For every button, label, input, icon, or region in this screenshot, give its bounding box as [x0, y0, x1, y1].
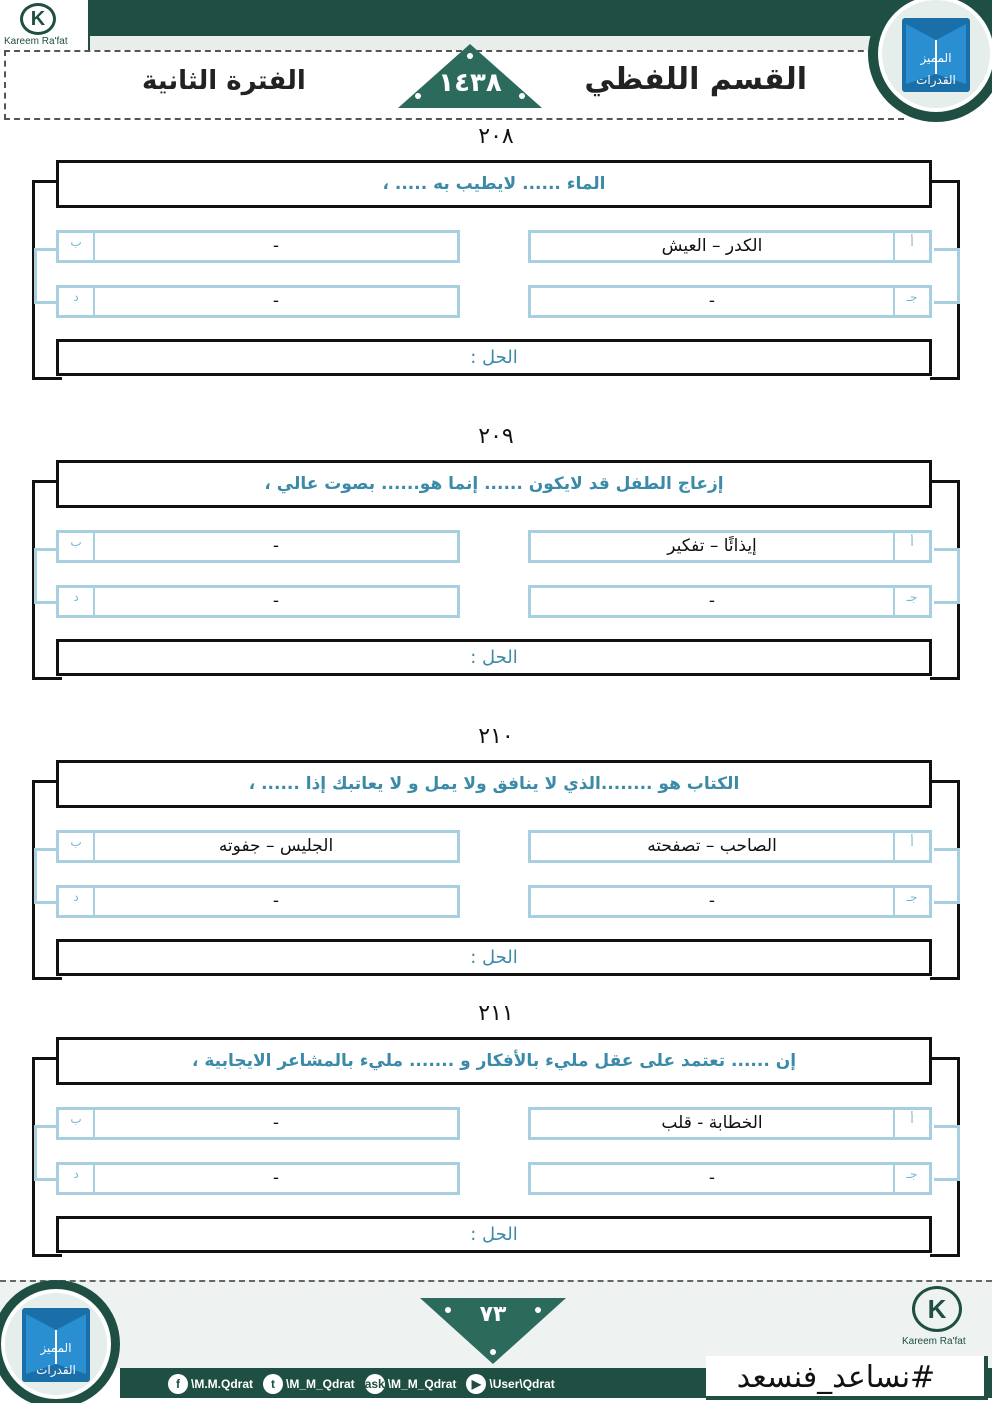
- option-text: -: [708, 291, 716, 311]
- social-link[interactable]: [263, 1374, 355, 1394]
- option-letter: د: [59, 586, 95, 616]
- svg-text:القدرات: القدرات: [916, 73, 956, 87]
- social-handle: \M.M.Qdrat: [191, 1377, 253, 1391]
- option-letter: جـ: [893, 586, 929, 616]
- footer-emblem-book-icon: [0, 1276, 136, 1403]
- option-letter: أ: [893, 831, 929, 861]
- option-text: الكدر – العيش: [661, 236, 763, 256]
- footer-brand-name: Kareem Ra'fat: [902, 1336, 966, 1347]
- option-a[interactable]: [528, 530, 932, 563]
- option-letter: جـ: [893, 886, 929, 916]
- brand-name: Kareem Ra'fat: [4, 36, 68, 47]
- option-d[interactable]: [56, 285, 460, 318]
- option-letter: أ: [893, 531, 929, 561]
- option-letter: ب: [59, 1108, 95, 1138]
- option-b[interactable]: [56, 830, 460, 863]
- option-letter: د: [59, 1163, 95, 1193]
- social-links: [168, 1374, 555, 1394]
- option-letter: ب: [59, 831, 95, 861]
- footer-brand-logo-icon: K: [912, 1286, 962, 1332]
- option-text: الخطابة - قلب: [661, 1113, 763, 1133]
- option-letter: ب: [59, 531, 95, 561]
- social-handle: \M_M_Qdrat: [286, 1377, 355, 1391]
- header-band: [0, 0, 992, 36]
- option-d[interactable]: [56, 885, 460, 918]
- option-text: -: [272, 891, 280, 911]
- question-number: ٢٠٩: [478, 424, 514, 449]
- option-text: -: [272, 1113, 280, 1133]
- option-text: -: [272, 536, 280, 556]
- facebook-icon: f: [168, 1374, 188, 1394]
- option-text: الصاحب – تصفحته: [647, 836, 777, 856]
- option-b[interactable]: [56, 230, 460, 263]
- option-text: الجليس – جفوته: [218, 836, 334, 856]
- social-link[interactable]: [365, 1374, 457, 1394]
- twitter-icon: t: [263, 1374, 283, 1394]
- options-bracket-right: [934, 848, 960, 904]
- hashtag: #نساعد_فنسعد: [736, 1360, 936, 1395]
- option-b[interactable]: [56, 530, 460, 563]
- svg-text:المميز: المميز: [920, 51, 952, 65]
- option-letter: ب: [59, 231, 95, 261]
- question-number: ٢١٠: [478, 724, 514, 749]
- page-header: [0, 0, 992, 125]
- solution-box[interactable]: الحل :: [56, 939, 932, 976]
- brand-logo-icon: K: [20, 3, 56, 35]
- option-a[interactable]: [528, 230, 932, 263]
- youtube-icon: ▶: [466, 1374, 486, 1394]
- section-title: القسم اللفظي: [584, 62, 807, 97]
- option-text: إيذائًا – تفكير: [667, 536, 757, 556]
- option-letter: د: [59, 286, 95, 316]
- page-number: ٧٣: [479, 1302, 507, 1327]
- solution-box[interactable]: الحل :: [56, 639, 932, 676]
- social-link[interactable]: [466, 1374, 554, 1394]
- social-handle: \M_M_Qdrat: [387, 1377, 457, 1391]
- option-d[interactable]: [56, 1162, 460, 1195]
- option-text: -: [708, 891, 716, 911]
- option-a[interactable]: [528, 1107, 932, 1140]
- option-b[interactable]: [56, 1107, 460, 1140]
- option-text: -: [272, 591, 280, 611]
- option-text: -: [272, 236, 280, 256]
- question-stem: إن ...... تعتمد على عقل مليء بالأفكار و ....... مليء بالمشاعر الايجابية ،: [56, 1037, 932, 1085]
- social-handle: \User\Qdrat: [489, 1377, 555, 1391]
- emblem-book-icon: [866, 0, 992, 124]
- option-text: -: [272, 1168, 280, 1188]
- brand-box: [0, 0, 90, 50]
- option-letter: جـ: [893, 286, 929, 316]
- question-number: ٢٠٨: [478, 124, 514, 149]
- solution-box[interactable]: الحل :: [56, 339, 932, 376]
- question-stem: الكتاب هو ........الذي لا ينافق ولا يمل و لا يعاتبك إذا ...... ،: [56, 760, 932, 808]
- option-c[interactable]: [528, 885, 932, 918]
- option-c[interactable]: [528, 285, 932, 318]
- question-stem: الماء ...... لايطيب به ..... ،: [56, 160, 932, 208]
- question-number: ٢١١: [478, 1001, 514, 1026]
- option-d[interactable]: [56, 585, 460, 618]
- options-bracket-right: [934, 548, 960, 604]
- options-bracket-right: [934, 1125, 960, 1181]
- option-c[interactable]: [528, 585, 932, 618]
- svg-text:القدرات: القدرات: [36, 1363, 76, 1377]
- option-letter: د: [59, 886, 95, 916]
- option-letter: أ: [893, 1108, 929, 1138]
- solution-box[interactable]: الحل :: [56, 1216, 932, 1253]
- year-label: ١٤٣٨: [438, 68, 502, 98]
- options-bracket-right: [934, 248, 960, 304]
- option-letter: أ: [893, 231, 929, 261]
- svg-text:المميز: المميز: [40, 1341, 72, 1355]
- option-text: -: [708, 591, 716, 611]
- option-letter: جـ: [893, 1163, 929, 1193]
- period-title: الفترة الثانية: [142, 66, 306, 96]
- option-text: -: [272, 291, 280, 311]
- option-c[interactable]: [528, 1162, 932, 1195]
- page-footer: [0, 1276, 992, 1403]
- askfm-icon: ask: [365, 1374, 385, 1394]
- question-stem: إزعاج الطفل قد لايكون ...... إنما هو...... بصوت عالي ،: [56, 460, 932, 508]
- option-text: -: [708, 1168, 716, 1188]
- option-a[interactable]: [528, 830, 932, 863]
- social-link[interactable]: [168, 1374, 253, 1394]
